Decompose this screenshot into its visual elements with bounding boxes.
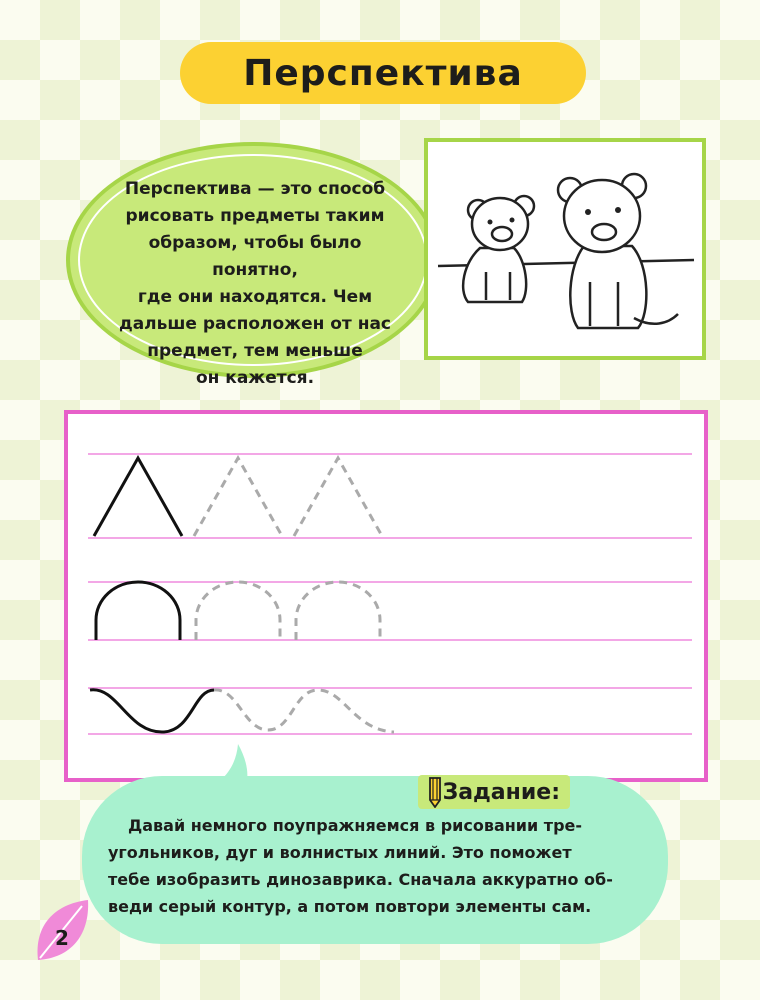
- tracing-exercise[interactable]: [68, 414, 704, 778]
- waves-row: [90, 690, 394, 732]
- task-text: Давай немного поупражняемся в рисовании тре- угольников, дуг и волнистых линий. Это поможет тебе изобразить динозаврика. Сначала аккуратно об- веди серый контур, а потом повтори элементы сам.: [108, 816, 613, 916]
- task-label: Задание:: [418, 775, 570, 809]
- page-title: Перспектива: [180, 42, 586, 104]
- bears-illustration: [424, 138, 706, 360]
- practice-frame: [64, 410, 708, 782]
- pencil-icon: [424, 774, 446, 808]
- arcs-row: [96, 582, 380, 640]
- two-bears-icon: [428, 142, 702, 356]
- triangles-row: [94, 458, 382, 536]
- definition-text: Перспектива — это способ рисовать предметы таким образом, чтобы было понятно, где они находятся. Чем дальше расположен от нас предмет, тем меньше он кажется.: [118, 179, 392, 388]
- page-number: 2: [55, 926, 69, 950]
